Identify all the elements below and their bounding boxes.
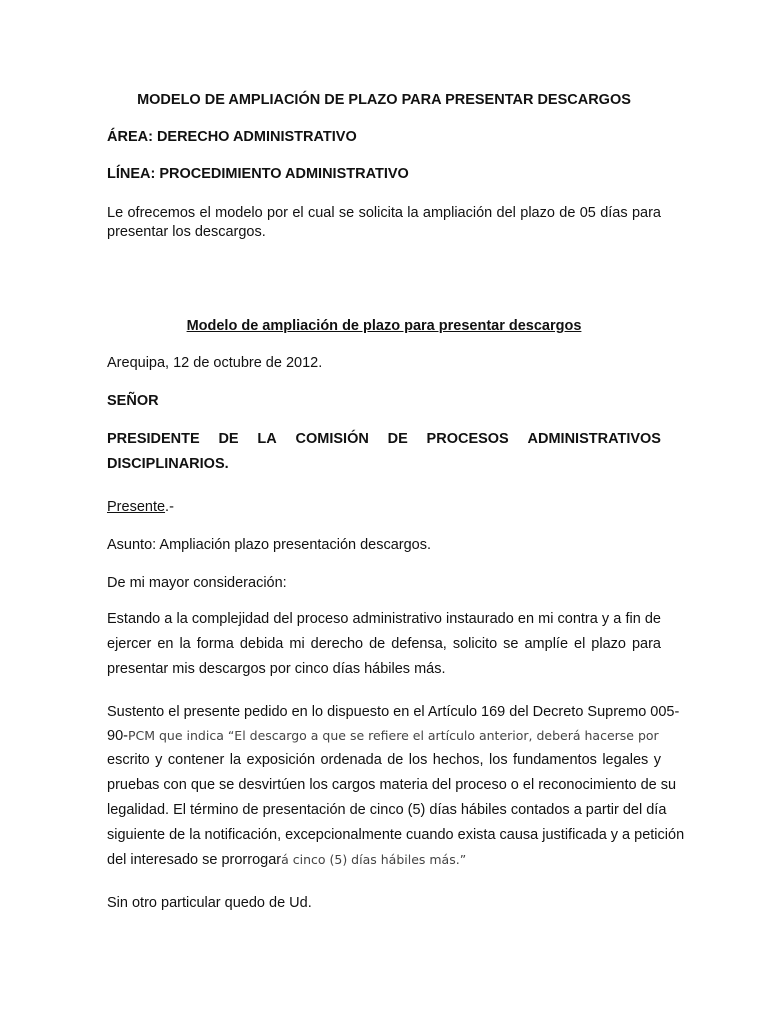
asunto-line: Asunto: Ampliación plazo presentación descargos. — [107, 537, 432, 553]
paragraph2-line: pruebas con que se desvirtúen los cargos materia del proceso o el reconocimiento de su — [107, 777, 677, 793]
document-title: MODELO DE AMPLIACIÓN DE PLAZO PARA PRESENTAR DESCARGOS — [137, 92, 631, 108]
area-label: ÁREA: DERECHO ADMINISTRATIVO — [107, 129, 357, 145]
closing-line: Sin otro particular quedo de Ud. — [107, 895, 312, 911]
addressee-word: DE — [218, 431, 239, 447]
addressee-line — [107, 429, 661, 449]
quoted-text: PCM que indica “El descargo a que se refiere el artículo anterior, deberá hacerse por — [127, 728, 659, 743]
presente-suffix: .- — [165, 499, 174, 515]
paragraph2-line: Sustento el presente pedido en lo dispuesto en el Artículo 169 del Decreto Supremo 005- — [107, 704, 680, 720]
paragraph2-line — [107, 850, 661, 870]
addressee-line-2: DISCIPLINARIOS. — [107, 456, 229, 472]
paragraph1-line: presentar mis descargos por cinco días hábiles más. — [107, 661, 446, 677]
addressee-word: DE — [387, 431, 408, 447]
addressee-word: ADMINISTRATIVOS — [527, 431, 661, 447]
addressee-word: PROCESOS — [426, 431, 509, 447]
presente-line — [107, 497, 661, 517]
quoted-text-end: á cinco (5) días hábiles más.” — [281, 852, 467, 867]
salutation: SEÑOR — [107, 393, 159, 409]
paragraph2-line: legalidad. El término de presentación de cinco (5) días hábiles contados a partir del día — [107, 802, 667, 818]
paragraph2-line: escrito y contener la exposición ordenada de los hechos, los fundamentos legales y — [107, 752, 661, 768]
letter-date: Arequipa, 12 de octubre de 2012. — [107, 355, 323, 371]
paragraph2-line — [107, 726, 661, 746]
paragraph1-line: ejercer en la forma debida mi derecho de defensa, solicito se amplíe el plazo para — [107, 636, 661, 652]
intro-line: presentar los descargos. — [107, 224, 266, 240]
paragraph2-line: siguiente de la notificación, excepcionalmente cuando exista causa justificada y a petición — [107, 827, 685, 843]
decree-prefix: 90- — [107, 728, 128, 744]
paragraph1-line: Estando a la complejidad del proceso administrativo instaurado en mi contra y a fin de — [107, 611, 661, 627]
intro-line: Le ofrecemos el modelo por el cual se solicita la ampliación del plazo de 05 días para — [107, 205, 661, 221]
linea-label: LÍNEA: PROCEDIMIENTO ADMINISTRATIVO — [107, 166, 409, 182]
addressee-word: LA — [257, 431, 277, 447]
greeting-line: De mi mayor consideración: — [107, 575, 287, 591]
presente-word: Presente — [107, 499, 166, 515]
addressee-word: PRESIDENTE — [107, 431, 200, 447]
paragraph2-last-prefix: del interesado se prorrogar — [107, 852, 282, 868]
addressee-word: COMISIÓN — [295, 431, 369, 447]
model-heading: Modelo de ampliación de plazo para presentar descargos — [186, 318, 582, 334]
